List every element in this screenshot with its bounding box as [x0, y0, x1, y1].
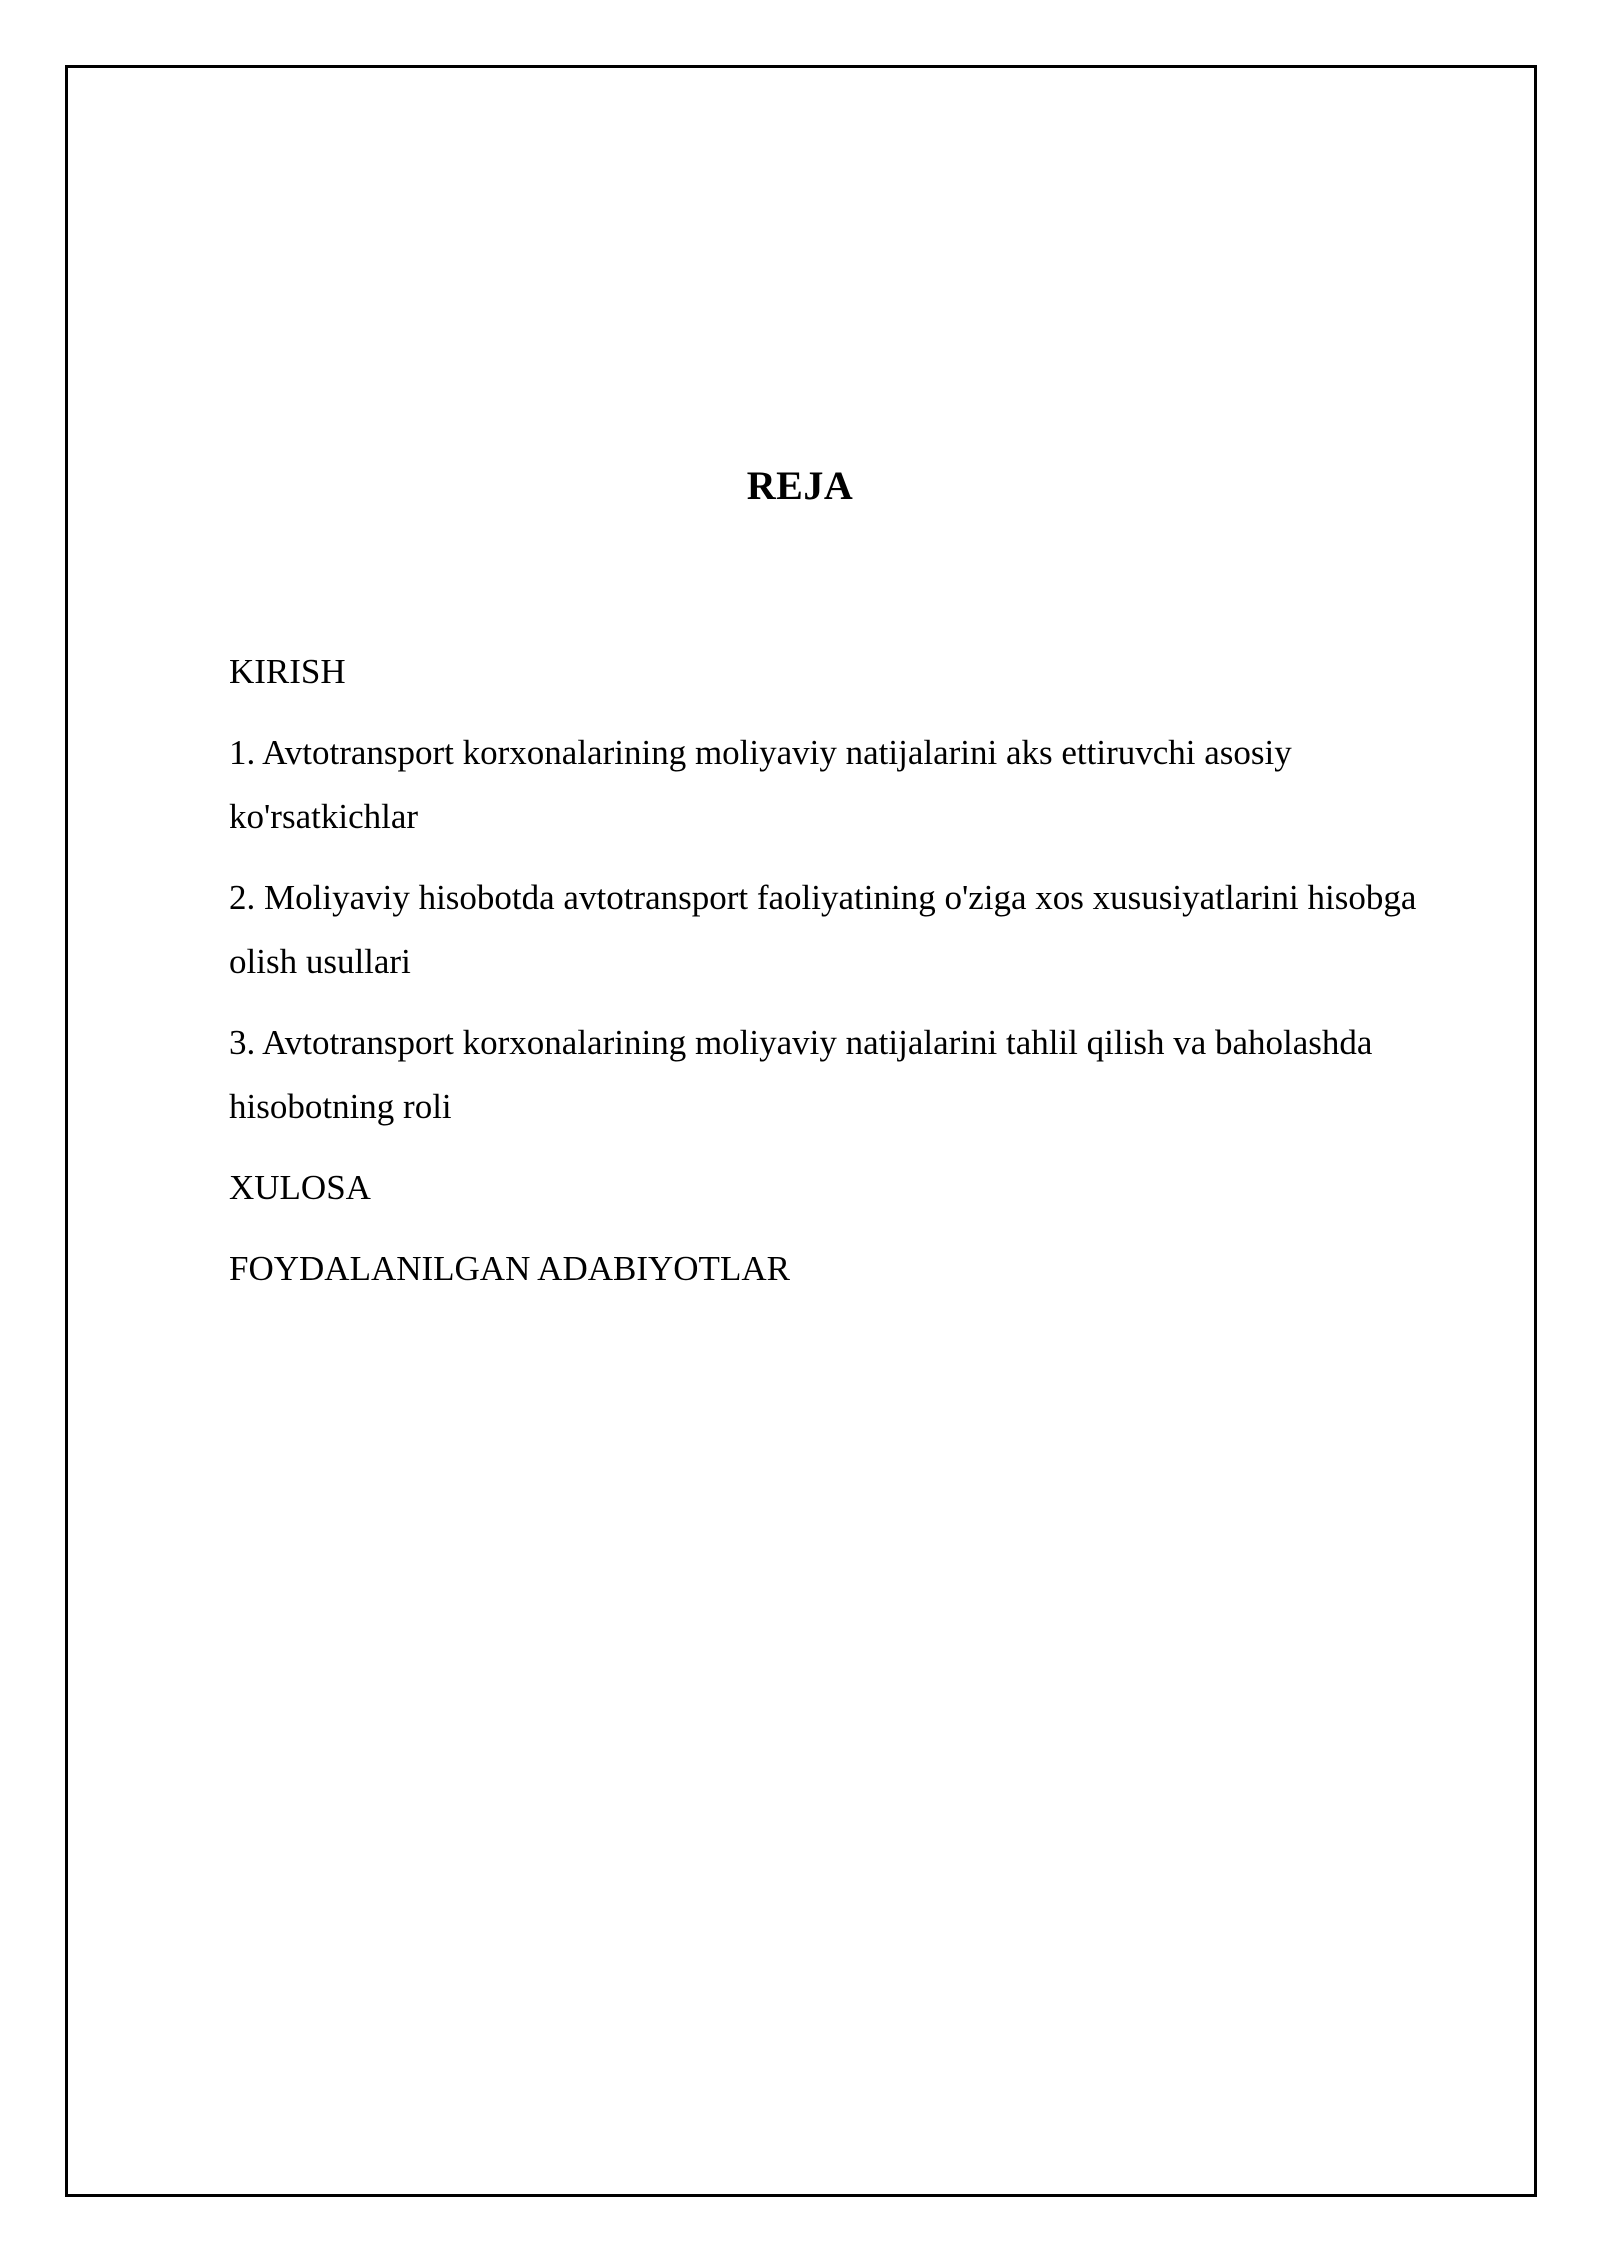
toc-item-chapter-3: 3. Avtotransport korxonalarining moliyaviy natijalarini tahlil qilish va baholashda hisobotning roli — [229, 1023, 1373, 1126]
table-of-contents — [229, 640, 1489, 1318]
toc-item-chapter-2: 2. Moliyaviy hisobotda avtotransport faoliyatining o'ziga xos xususiyatlarini hisobga olish usullari — [229, 878, 1417, 981]
toc-item-conclusion: XULOSA — [229, 1168, 371, 1207]
toc-item-references: FOYDALANILGAN ADABIYOTLAR — [229, 1249, 790, 1288]
toc-item-introduction: KIRISH — [229, 652, 346, 691]
page-title: REJA — [746, 463, 854, 508]
toc-item-chapter-1: 1. Avtotransport korxonalarining moliyaviy natijalarini aks ettiruvchi asosiy ko'rsatkichlar — [229, 733, 1292, 836]
